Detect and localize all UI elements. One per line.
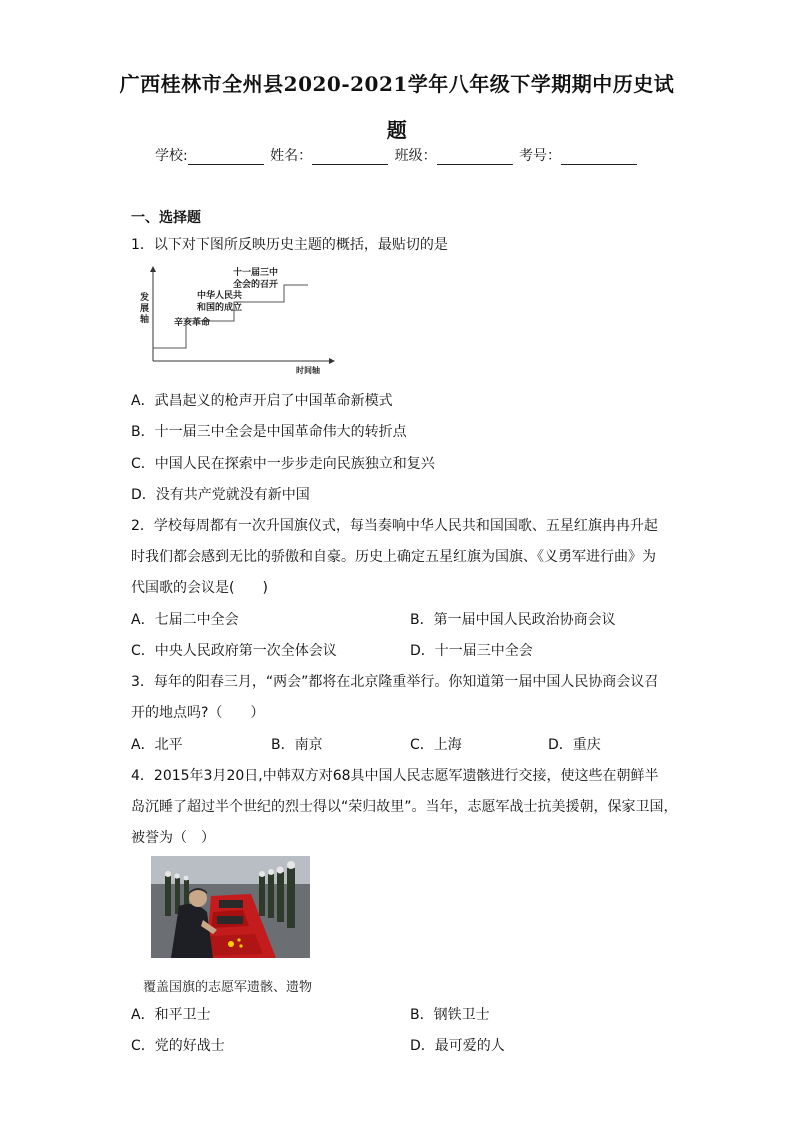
name-blank[interactable] xyxy=(312,150,388,165)
student-info-row xyxy=(0,145,794,165)
q1-option-b[interactable]: B．十一届三中全会是中国革命伟大的转折点 xyxy=(131,424,407,440)
q1-option-c[interactable]: C．中国人民在探索中一步步走向民族独立和复兴 xyxy=(131,456,435,472)
q2-stem-line3: 代国歌的会议是( ) xyxy=(131,580,268,596)
q2-option-b[interactable]: B．第一届中国人民政治协商会议 xyxy=(410,612,616,628)
step3-label-line2: 全会的召开 xyxy=(233,280,279,290)
step2-label-line2: 和国的成立 xyxy=(197,303,243,313)
q4-option-c[interactable]: C．党的好战士 xyxy=(131,1038,225,1054)
q4-stem-line2: 岛沉睡了超过半个世纪的烈士得以“荣归故里”。当年，志愿军战士抗美援朝，保家卫国， xyxy=(131,799,678,815)
q4-option-d[interactable]: D．最可爱的人 xyxy=(410,1038,505,1054)
school-blank[interactable] xyxy=(188,150,264,165)
y-axis-label: 发展轴 xyxy=(140,293,150,325)
q4-option-b[interactable]: B．钢铁卫士 xyxy=(410,1007,490,1023)
q2-stem-line1: 2．学校每周都有一次升国旗仪式，每当奏响中华人民共和国国歌、五星红旗冉冉升起 xyxy=(131,518,658,534)
class-label: 班级： xyxy=(394,148,437,164)
exam-no-blank[interactable] xyxy=(561,150,637,165)
name-label: 姓名： xyxy=(270,148,313,164)
q3-option-b[interactable]: B．南京 xyxy=(271,737,323,753)
q3-stem-line2: 开的地点吗?（ ） xyxy=(131,705,265,721)
q1-option-d[interactable]: D．没有共产党就没有新中国 xyxy=(131,487,310,503)
section-heading: 一、选择题 xyxy=(131,210,201,226)
q2-stem-line2: 时我们都会感到无比的骄傲和自豪。历史上确定五星红旗为国旗、《义勇军进行曲》为 xyxy=(131,549,656,565)
q4-stem-line3: 被誉为（ ） xyxy=(131,830,215,846)
class-blank[interactable] xyxy=(437,150,513,165)
q1-option-a[interactable]: A．武昌起义的枪声开启了中国革命新模式 xyxy=(131,393,393,409)
q4-stem-line1: 4．2015年3月20日,中韩双方对68具中国人民志愿军遗骸进行交接，使这些在朝鲜半 xyxy=(131,768,659,784)
step3-label-line1: 十一届三中 xyxy=(233,268,279,278)
step2-label-line1: 中华人民共 xyxy=(197,291,243,301)
x-axis-label: 时间轴 xyxy=(296,366,320,375)
q3-option-c[interactable]: C．上海 xyxy=(410,737,462,753)
q3-option-d[interactable]: D．重庆 xyxy=(548,737,601,753)
q2-option-a[interactable]: A．七届二中全会 xyxy=(131,612,239,628)
school-label: 学校: xyxy=(154,148,188,164)
q1-stem: 1．以下对下图所反映历史主题的概括，最贴切的是 xyxy=(131,237,448,253)
step1-label: 辛亥革命 xyxy=(174,318,211,328)
q4-photo-caption: 覆盖国旗的志愿军遗骸、遗物 xyxy=(143,980,313,995)
q2-option-d[interactable]: D．十一届三中全会 xyxy=(410,643,533,659)
q4-ceremony-photo xyxy=(151,856,310,958)
q3-option-a[interactable]: A．北平 xyxy=(131,737,183,753)
q1-staircase-chart xyxy=(136,262,341,377)
exam-no-label: 考号： xyxy=(519,148,562,164)
document-title-line1: 广西桂林市全州县2020-2021学年八年级下学期期中历史试 xyxy=(119,72,675,96)
q3-stem-line1: 3．每年的阳春三月，“两会”都将在北京隆重举行。你知道第一届中国人民协商会议召 xyxy=(131,674,659,690)
q2-option-c[interactable]: C．中央人民政府第一次全体会议 xyxy=(131,643,337,659)
q4-option-a[interactable]: A．和平卫士 xyxy=(131,1007,211,1023)
document-title-line2: 题 xyxy=(386,118,408,142)
